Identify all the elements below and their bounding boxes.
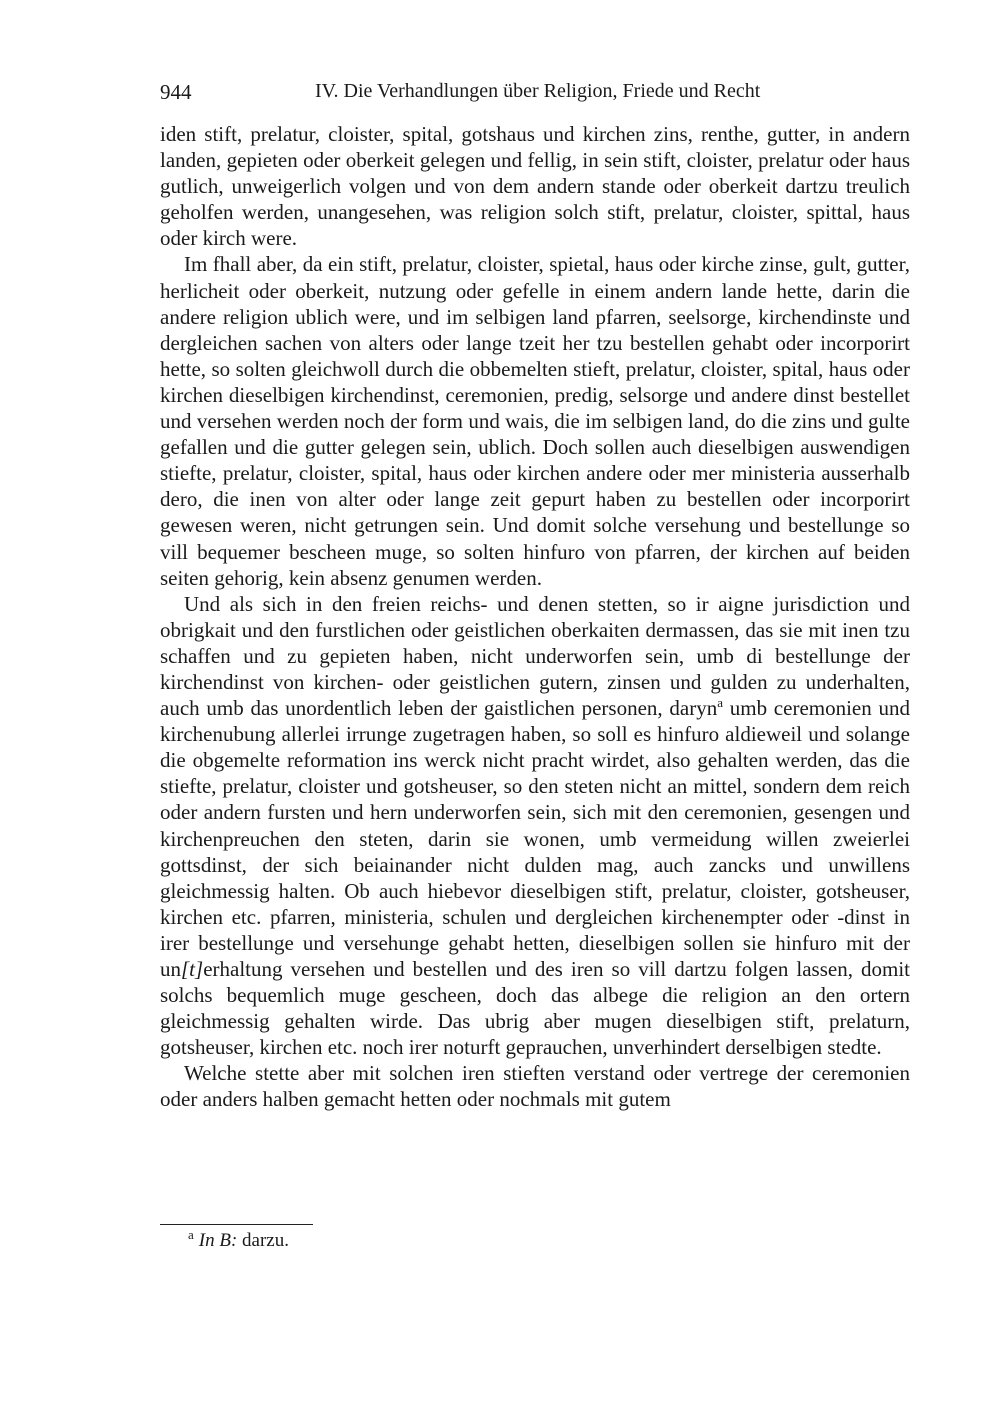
footnote-letter: a xyxy=(188,1226,194,1242)
running-head xyxy=(160,80,910,110)
editorial-emendation: [t] xyxy=(181,957,204,981)
main-text xyxy=(160,121,910,1113)
paragraph-4: Welche stette aber mit solchen iren stieften verstand oder vertrege der ceremonien oder anders halben gemacht hetten oder nochmals mit gutem xyxy=(160,1061,910,1112)
paragraph-3 xyxy=(160,591,910,1061)
footnote-source: In B: xyxy=(198,1230,238,1251)
paragraph-2: Im fhall aber, da ein stift, prelatur, cloister, spietal, haus oder kirche zinse, gult, gutter, herlicheit oder oberkeit, nutzung oder gefelle in einem andern lande hette, darin die andere religion ublich were, und im selbigen land pfarren, seelsorge, kirchendinste und dergleichen sachen von alters oder lange tzeit her tzu bestellen gehabt oder incorporirt hette, so solten gleichwoll durch die obbemelten stieft, prelatur, cloister, spital, haus oder kirchen dieselbigen kirchendinst, ceremonien, predig, selsorge und andere dinst bestellet und versehen werden noch der form und wais, die im selbigen land, do die zins und gulte gefallen und die gutter gelegen sein, ublich. Doch sollen auch dieselbigen auswendigen stiefte, prelatur, cloister, spital, haus oder kirchen andere oder mer ministeria ausserhalb dero, die inen von alter oder lange zeit gepurt haben zu bestellen oder incorporirt gewesen weren, nicht getrungen sein. Und domit solche versehung und bestellunge so vill bequemer bescheen muge, so solten hinfuro von pfarren, der kirchen auf beiden seiten gehorig, kein absenz genumen werden. xyxy=(160,252,910,590)
footnote-mark-a[interactable]: a xyxy=(717,695,723,711)
paragraph-1: iden stift, prelatur, cloister, spital, gotshaus und kirchen zins, renthe, gutter, in andern landen, gepieten oder oberkeit gelegen und fellig, in sein stift, cloister, prelatur oder haus gutlich, unweigerlich volgen und von dem andern stande oder oberkeit dartzu treulich geholfen werden, unangesehen, was religion solch stift, prelatur, cloister, spittal, haus oder kirch were. xyxy=(160,122,910,251)
page-number: 944 xyxy=(160,80,192,104)
footnote-text: darzu. xyxy=(237,1230,289,1251)
footnotes xyxy=(188,1226,289,1253)
paragraph-3-text-a: Und als sich in den freien reichs- und denen stetten, so ir aigne jurisdiction und obrigkait und den furstlichen oder geistlichen oberkaiten dermassen, das sie mit inen tzu schaffen und zu gepieten haben, nicht underworfen sein, umb di bestellunge der kirchendinst von kirchen- oder geistlichen gutern, zinsen und gulden zu underhalten, auch umb das unordentlich leben der gaistlichen personen, daryn xyxy=(160,591,910,721)
paragraph-3-text-c: erhaltung versehen und bestellen und des iren so vill dartzu folgen lassen, domit solchs bequemlich muge gescheen, doch das albege die religion an den ortern gleichmessig gehalten wirde. Das ubrig aber mugen dieselbigen stift, prelaturn, gotsheuser, kirchen etc. noch irer noturft geprauchen, unverhindert derselbigen stedte. xyxy=(160,957,910,1060)
footnote-divider xyxy=(160,1224,313,1225)
footnote-a xyxy=(188,1226,289,1253)
paragraph-3-text-b: umb ceremonien und kirchenubung allerlei irrunge zugetragen haben, so soll es hinfuro aldieweil und solange die obgemelte reformation ins werck nicht pracht wirdet, also gehalten werden, das die stiefte, prelatur, cloister und gotsheuser, so den steten nicht an mittel, sondern dem reich oder andern fursten und hern underworfen sein, sich mit den ceremonien, gesengen und kirchenpreuchen den steten, darin sie wonen, umb vermeidung willen zweierlei gottsdinst, der sich beiainander nicht dulden mag, auch zancks und unwillens gleichmessig halten. Ob auch hiebevor dieselbigen stift, prelatur, cloister, gotsheuser, kirchen etc. pfarren, ministeria, schulen und dergleichen kirchenempter oder -dinst in irer bestellunge und versehunge gehabt hetten, dieselbigen sollen sie hinfuro mit der un xyxy=(160,696,910,981)
running-head-title: IV. Die Verhandlungen über Religion, Friede und Recht xyxy=(315,80,761,102)
